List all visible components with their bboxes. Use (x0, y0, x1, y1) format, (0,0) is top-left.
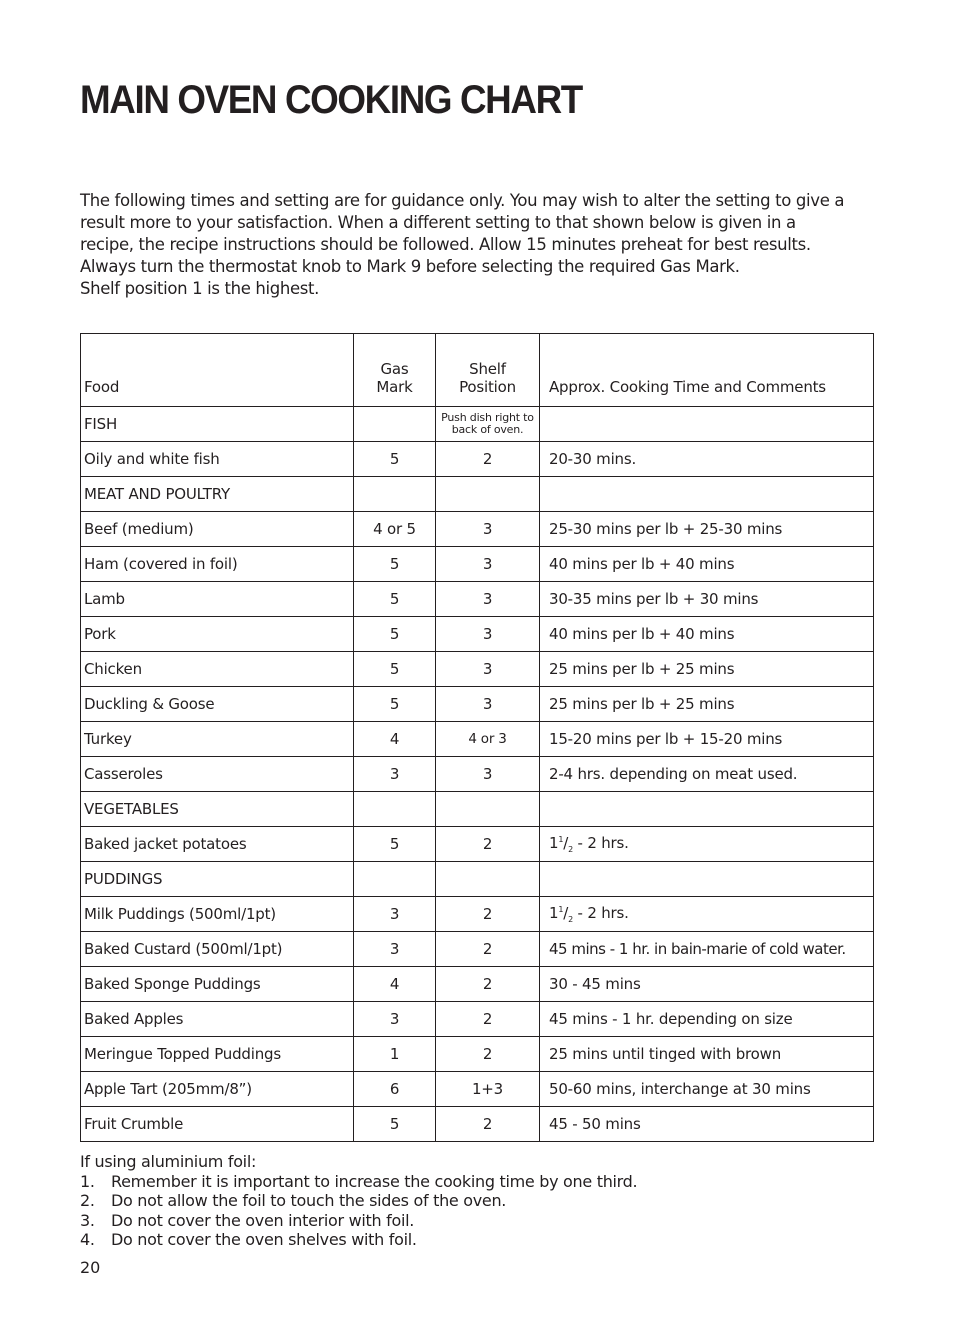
foil-note-text: Do not allow the foil to touch the sides of the oven. (111, 1191, 507, 1210)
cell-shelf-position: 3 (436, 512, 540, 547)
intro-line: Shelf position 1 is the highest. (80, 279, 320, 298)
table-row (81, 1002, 874, 1037)
cell-food: Beef (medium) (81, 512, 354, 547)
cell-comments: 40 mins per lb + 40 mins (540, 617, 874, 652)
cell-gas-mark: 5 (354, 582, 436, 617)
cell-shelf-position: Push dish right to back of oven. (436, 407, 540, 442)
cell-comments: 30-35 mins per lb + 30 mins (540, 582, 874, 617)
cell-gas-mark: 4 (354, 967, 436, 1002)
header-comments: Approx. Cooking Time and Comments (540, 334, 874, 407)
foil-note-item (80, 1211, 637, 1231)
page-number: 20 (80, 1258, 101, 1277)
foil-note-number: 2. (80, 1191, 95, 1210)
cell-comments: 25 mins per lb + 25 mins (540, 652, 874, 687)
table-row (81, 1072, 874, 1107)
cell-gas-mark: 3 (354, 897, 436, 932)
cell-gas-mark: 5 (354, 687, 436, 722)
cell-shelf-position: 4 or 3 (436, 722, 540, 757)
cell-shelf-position: 3 (436, 652, 540, 687)
table-row (81, 617, 874, 652)
cell-shelf-position: 2 (436, 932, 540, 967)
table-row (81, 757, 874, 792)
cell-comments: 45 mins - 1 hr. depending on size (540, 1002, 874, 1037)
intro-line: Always turn the thermostat knob to Mark 9 before selecting the required Gas Mark. (80, 257, 740, 276)
header-shelf-line: Position (459, 378, 516, 396)
cell-shelf-position: 3 (436, 582, 540, 617)
cell-food: PUDDINGS (81, 862, 354, 897)
table-row (81, 582, 874, 617)
cell-comments (540, 477, 874, 512)
cell-comments: 25 mins per lb + 25 mins (540, 687, 874, 722)
cell-food: Casseroles (81, 757, 354, 792)
cell-comments: $1^1/_2 - 2$ hrs. (540, 827, 874, 862)
cell-food: Baked Custard (500ml/1pt) (81, 932, 354, 967)
table-row (81, 442, 874, 477)
header-gas-line: Mark (376, 378, 413, 396)
intro-line: The following times and setting are for guidance only. You may wish to alter the setting to give a (80, 191, 845, 210)
intro-text (80, 190, 880, 300)
cell-shelf-position: 2 (436, 1107, 540, 1142)
intro-line: result more to your satisfaction. When a different setting to that shown below is given in a (80, 213, 796, 232)
fraction-denominator: 2 (568, 915, 573, 924)
cell-gas-mark: 3 (354, 932, 436, 967)
cell-gas-mark: 5 (354, 652, 436, 687)
cell-food: Baked Apples (81, 1002, 354, 1037)
cell-gas-mark (354, 407, 436, 442)
table-section-row (81, 407, 874, 442)
foil-note-heading: If using aluminium foil: (80, 1152, 257, 1171)
cell-gas-mark: 5 (354, 547, 436, 582)
header-gas-line: Gas (380, 360, 409, 378)
table-row (81, 1037, 874, 1072)
cell-food: Fruit Crumble (81, 1107, 354, 1142)
cell-shelf-position (436, 477, 540, 512)
cell-comments: 45 - 50 mins (540, 1107, 874, 1142)
table-row (81, 932, 874, 967)
cell-gas-mark (354, 792, 436, 827)
fraction-numerator: 1 (558, 905, 564, 914)
table-row (81, 547, 874, 582)
cell-shelf-position: 3 (436, 547, 540, 582)
foil-note-text: Remember it is important to increase the cooking time by one third. (111, 1171, 638, 1191)
cell-comments: 25 mins until tinged with brown (540, 1037, 874, 1072)
cell-food: Pork (81, 617, 354, 652)
cell-gas-mark: 4 (354, 722, 436, 757)
cell-shelf-position: 1+3 (436, 1072, 540, 1107)
fraction-denominator: 2 (568, 845, 573, 854)
cell-shelf-position: 2 (436, 442, 540, 477)
table-section-row (81, 792, 874, 827)
table-body (81, 407, 874, 1142)
cell-gas-mark: 4 or 5 (354, 512, 436, 547)
cell-comments: 30 - 45 mins (540, 967, 874, 1002)
cell-gas-mark: 5 (354, 442, 436, 477)
cell-gas-mark: 3 (354, 757, 436, 792)
foil-note-text: Do not cover the oven interior with foil. (111, 1210, 415, 1230)
header-gas-mark (354, 334, 436, 407)
cell-gas-mark: 1 (354, 1037, 436, 1072)
table-row (81, 512, 874, 547)
cell-food: Baked Sponge Puddings (81, 967, 354, 1002)
table-header-row (81, 334, 874, 407)
cell-food: Baked jacket potatoes (81, 827, 354, 862)
header-shelf-position (436, 334, 540, 407)
cooking-chart-table (80, 333, 874, 1142)
cell-shelf-position (436, 792, 540, 827)
cell-gas-mark (354, 477, 436, 512)
intro-line: recipe, the recipe instructions should be followed. Allow 15 minutes preheat for best results. (80, 235, 811, 254)
cell-shelf-position: 2 (436, 967, 540, 1002)
cell-gas-mark (354, 862, 436, 897)
cell-comments: 15-20 mins per lb + 15-20 mins (540, 722, 874, 757)
cell-food: MEAT AND POULTRY (81, 477, 354, 512)
cell-food: VEGETABLES (81, 792, 354, 827)
cell-comments: 25-30 mins per lb + 25-30 mins (540, 512, 874, 547)
foil-note-number: 1. (80, 1171, 95, 1191)
table-row (81, 1107, 874, 1142)
cell-food: Meringue Topped Puddings (81, 1037, 354, 1072)
table-row (81, 722, 874, 757)
foil-note-item (80, 1191, 637, 1211)
foil-note (80, 1152, 637, 1250)
foil-note-item (80, 1172, 637, 1192)
foil-note-number: 3. (80, 1210, 95, 1230)
cell-food: Apple Tart (205mm/8”) (81, 1072, 354, 1107)
cell-gas-mark: 5 (354, 1107, 436, 1142)
cell-comments: 2-4 hrs. depending on meat used. (540, 757, 874, 792)
header-shelf-line: Shelf (469, 360, 506, 378)
cell-shelf-position: 3 (436, 687, 540, 722)
foil-note-item (80, 1230, 637, 1250)
cell-comments (540, 792, 874, 827)
cell-food: Turkey (81, 722, 354, 757)
page-title: MAIN OVEN COOKING CHART (80, 78, 582, 122)
cell-food: Ham (covered in foil) (81, 547, 354, 582)
foil-note-number: 4. (80, 1230, 95, 1249)
cell-food: Oily and white fish (81, 442, 354, 477)
table-section-row (81, 477, 874, 512)
cell-shelf-position: 3 (436, 617, 540, 652)
cell-comments: 45 mins - 1 hr. in bain-marie of cold water. (540, 932, 874, 967)
cell-food: FISH (81, 407, 354, 442)
cell-shelf-position: 2 (436, 1002, 540, 1037)
cell-food: Duckling & Goose (81, 687, 354, 722)
cell-food: Lamb (81, 582, 354, 617)
cell-food: Chicken (81, 652, 354, 687)
fraction-numerator: 1 (558, 835, 564, 844)
cell-shelf-position: 2 (436, 1037, 540, 1072)
foil-note-text: Do not cover the oven shelves with foil. (111, 1230, 417, 1249)
table-row (81, 687, 874, 722)
cell-shelf-position (436, 862, 540, 897)
cell-comments (540, 862, 874, 897)
cell-food: Milk Puddings (500ml/1pt) (81, 897, 354, 932)
cell-comments: 40 mins per lb + 40 mins (540, 547, 874, 582)
cell-gas-mark: 5 (354, 617, 436, 652)
table-row (81, 967, 874, 1002)
table-section-row (81, 862, 874, 897)
cell-shelf-position: 2 (436, 897, 540, 932)
cell-comments (540, 407, 874, 442)
cell-gas-mark: 5 (354, 827, 436, 862)
header-food: Food (81, 334, 354, 407)
cell-shelf-position: 2 (436, 827, 540, 862)
cell-shelf-position: 3 (436, 757, 540, 792)
cell-comments: $1^1/_2 - 2$ hrs. (540, 897, 874, 932)
table-row (81, 652, 874, 687)
table-row (81, 827, 874, 862)
cell-gas-mark: 3 (354, 1002, 436, 1037)
cell-comments: 50-60 mins, interchange at 30 mins (540, 1072, 874, 1107)
cell-gas-mark: 6 (354, 1072, 436, 1107)
cell-comments: 20-30 mins. (540, 442, 874, 477)
table-row (81, 897, 874, 932)
